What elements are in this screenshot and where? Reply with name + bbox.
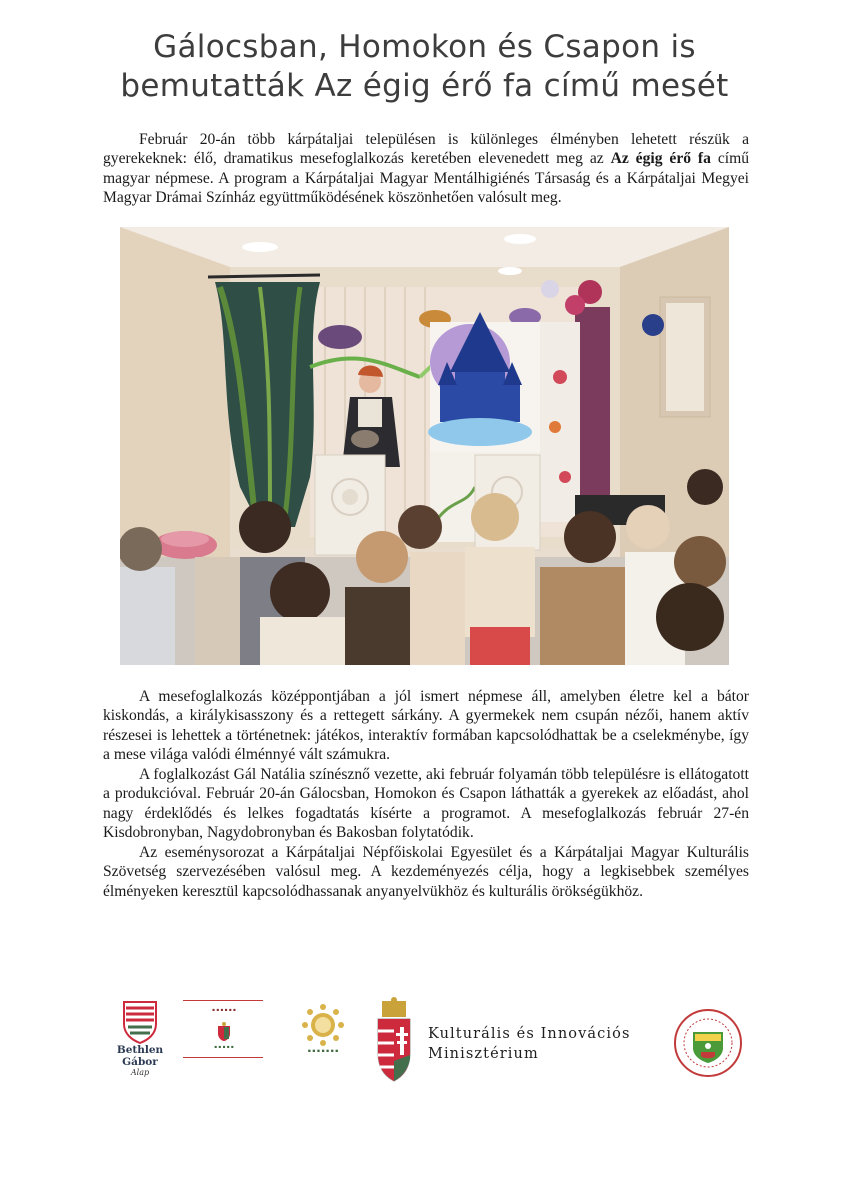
sun-emblem-icon xyxy=(298,1003,348,1047)
event-photo xyxy=(120,227,729,665)
ministry-line-1: Kulturális és Innovációs xyxy=(428,1026,631,1042)
body-paragraph-1 xyxy=(103,687,749,765)
ministry-name xyxy=(428,1024,664,1068)
ministry-line-2: Minisztérium xyxy=(428,1046,539,1062)
nepfoiskola-network-logo xyxy=(288,1003,358,1073)
hungarian-coat-of-arms xyxy=(374,997,414,1083)
secretariat-text-1: ▪ ▪ ▪ ▪ ▪ ▪ xyxy=(212,1007,236,1012)
secretariat-text-2: ▪ ▪ ▪ ▪ ▪ xyxy=(214,1044,234,1050)
bethlen-name: Bethlen Gábor xyxy=(116,1044,164,1068)
body-text-3: Az eseménysorozat a Kárpátaljai Népfőiskolai Egyesület és a Kárpátaljai Magyar Kulturális Szövetség szervezésében valósul meg. A kezdeményezés célja, hogy a legkisebbek személyes élményeken keresztül kapcsolódhassanak anyanyelvükhöz és kulturális örökségükhöz. xyxy=(103,844,749,900)
state-secretariat-logo xyxy=(183,1000,265,1076)
bethlen-alap: Alap xyxy=(130,1068,150,1077)
round-seal-logo xyxy=(673,1008,743,1080)
intro-text-end: című magyar népmese. A program a Kárpátaljai Magyar Mentálhigiénés Társaság és a Kárpátaljai Megyei Magyar Drámai Színház együttműködésének köszönhetően valósult meg. xyxy=(103,150,749,207)
body-paragraph-2 xyxy=(103,765,749,843)
crown-shield-icon xyxy=(374,997,414,1083)
bethlen-gabor-alap-logo xyxy=(98,1000,182,1075)
body-paragraph-3 xyxy=(103,843,749,901)
nepfoiskola-text: ▪ ▪ ▪ ▪ ▪ ▪ ▪ xyxy=(307,1049,339,1054)
seal-emblem-icon xyxy=(673,1008,743,1080)
intro-text-start: Február 20-án több kárpátaljai településen is különleges élményben lehetett részük a gyerekeknek: élő, dramatikus mesefoglalkozás keretében elevenedett meg az xyxy=(103,131,749,168)
body-text-1: A mesefoglalkozás középpontjában a jól ismert népmese áll, amelyben életre kel a bátor kiskondás, a királykisasszony és a rettegett sárkány. A gyermekek nem csupán nézői, hanem aktív részesei is lehettek a történetnek: játékos, interaktív formában kapcsolódhattak be a cselekménybe, így a mese világa valódi élménnyé vált számukra. xyxy=(103,688,749,764)
coat-of-arms-small-icon xyxy=(216,1022,232,1042)
tale-title-bold: Az égig érő fa xyxy=(610,150,711,168)
article-title xyxy=(60,28,789,106)
title-line-2: bemutatták Az égig érő fa című mesét xyxy=(120,68,729,104)
body-text-2: A foglalkozást Gál Natália színésznő vezette, aki február folyamán több településre is ellátogatott a produkcióval. Február 20-án Gálocsban, Homokon és Csapon láthatták a gyerekek az előadást, ahol nagy érdeklődés és lelkes fogadtatás kísérte a programot. A mesefoglalkozás február 27-én Kisdobronyban, Nagydobronyban és Bakosban folytatódik. xyxy=(103,766,749,842)
intro-paragraph xyxy=(103,130,749,208)
bethlen-shield-icon xyxy=(120,1000,160,1044)
title-line-1: Gálocsban, Homokon és Csapon is xyxy=(153,29,696,65)
